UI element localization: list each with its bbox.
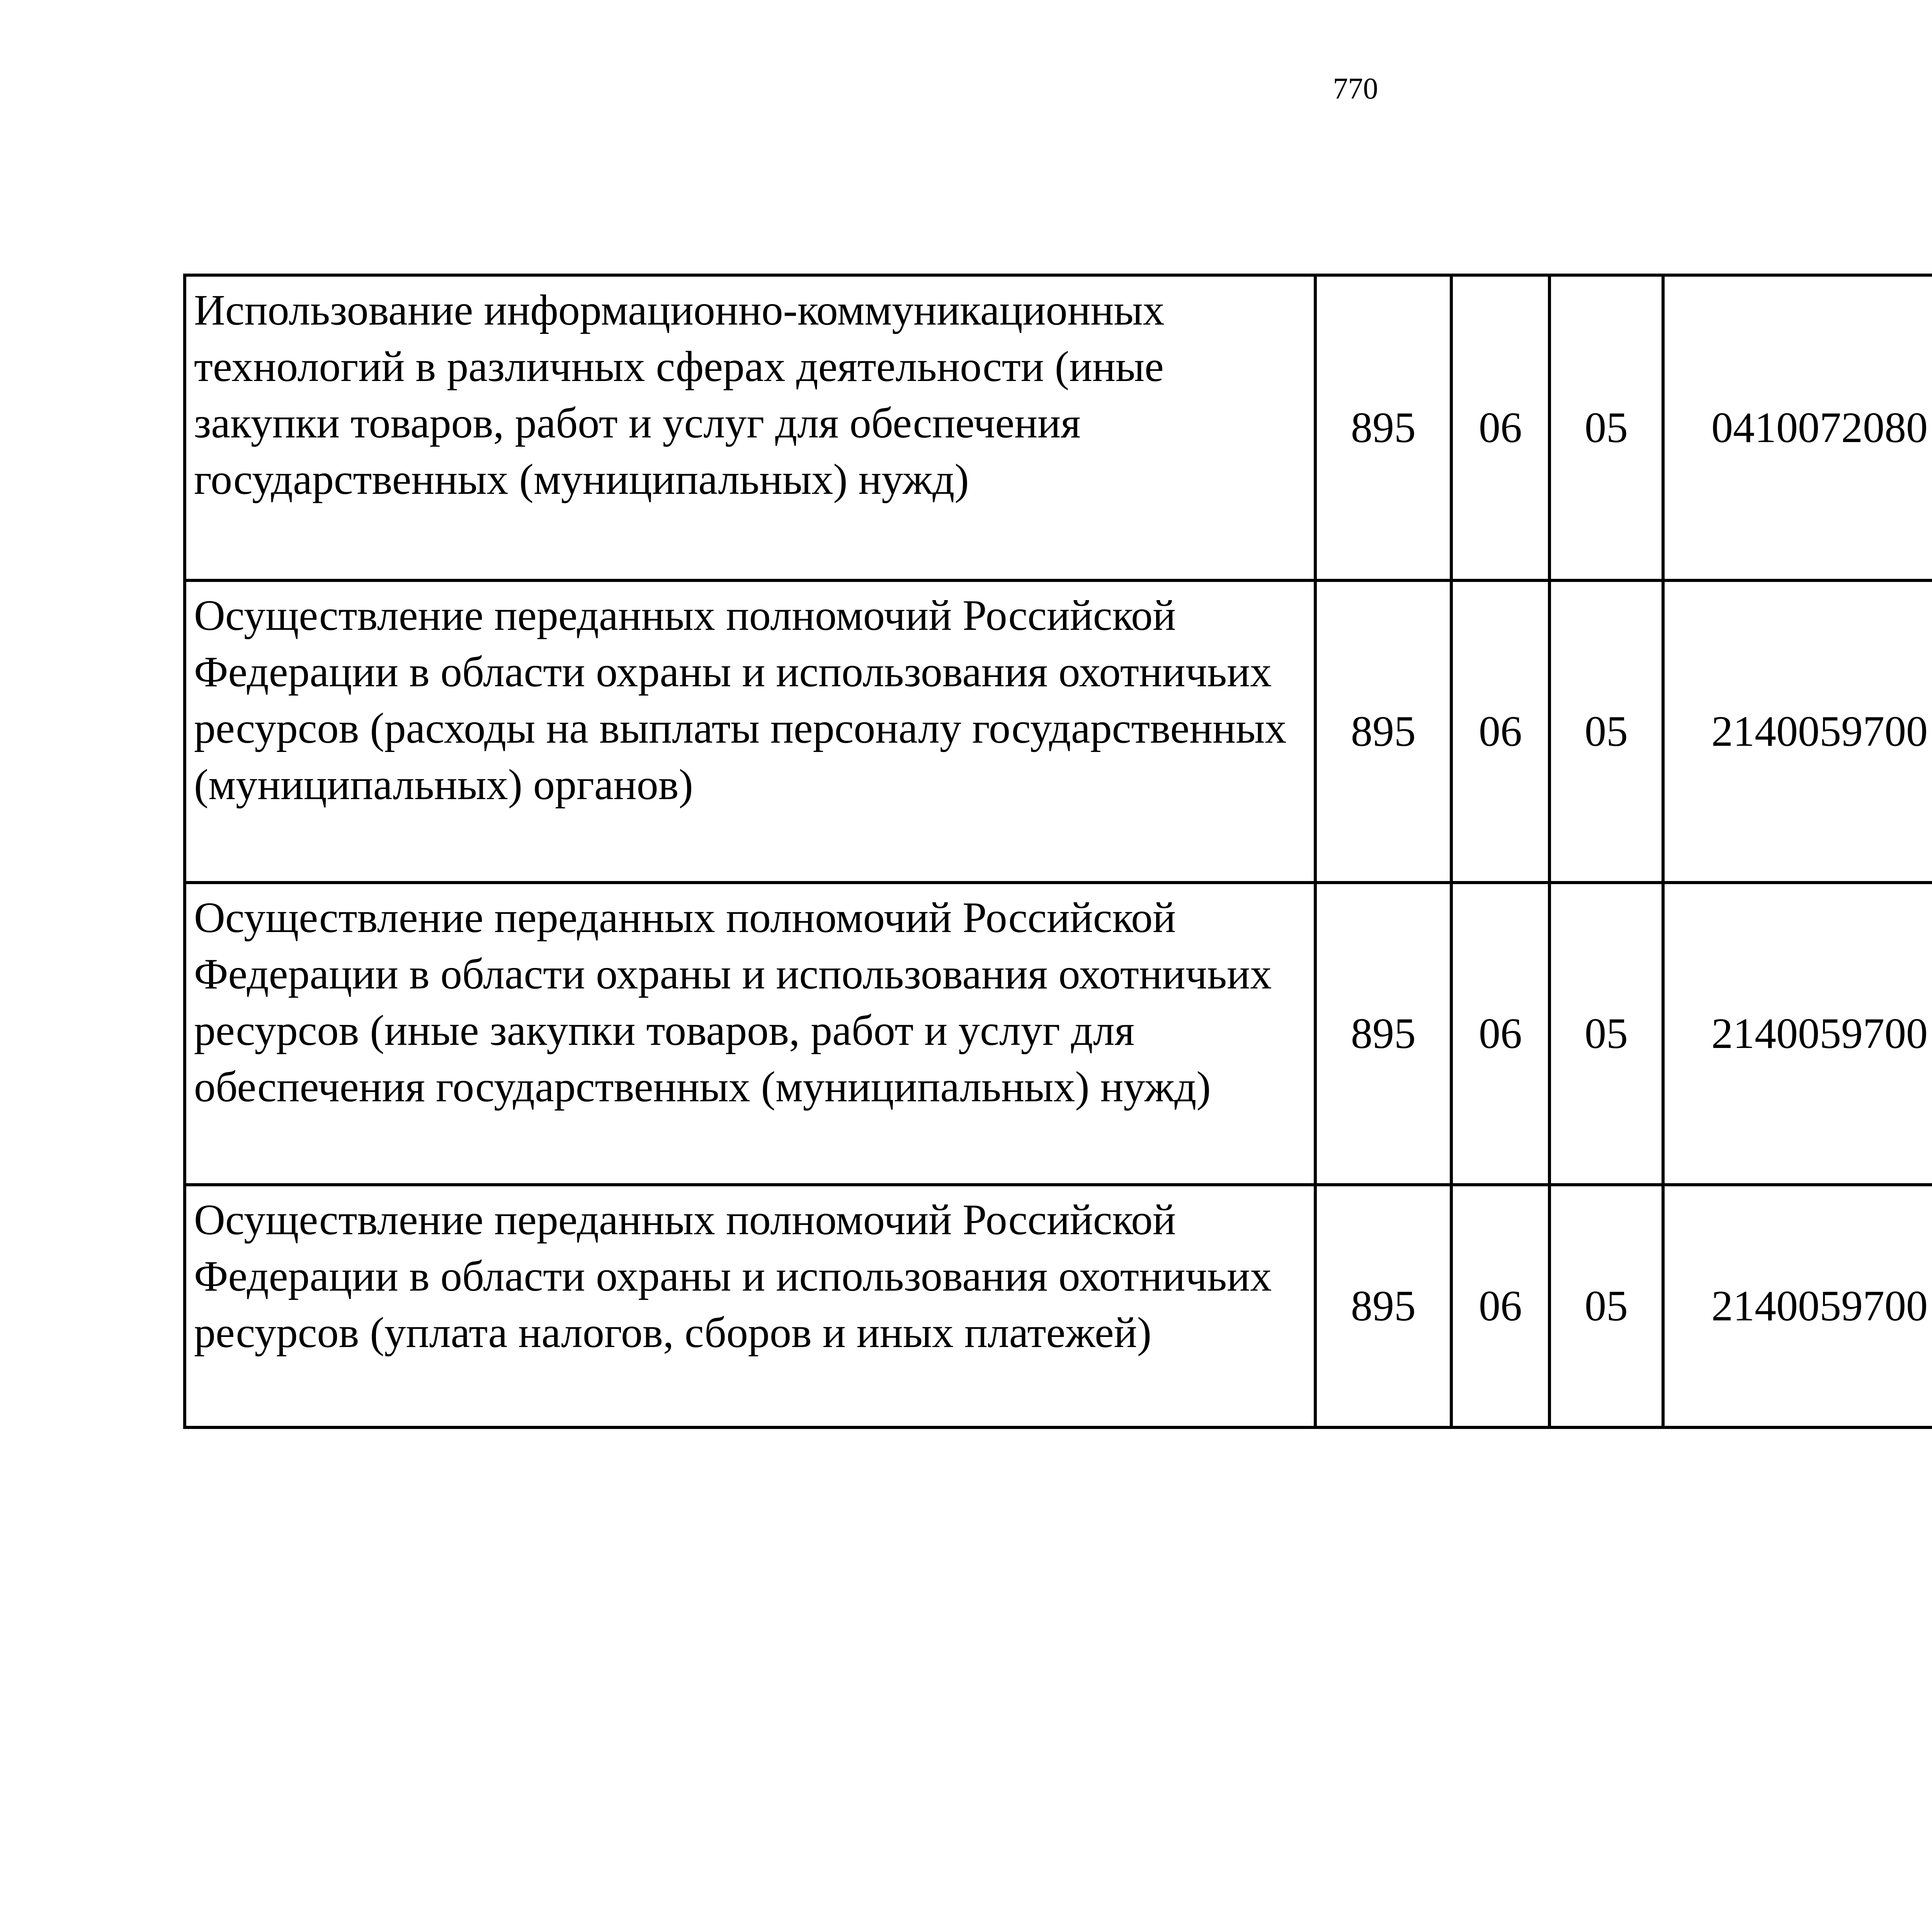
ministry-code: 895	[1315, 1185, 1451, 1427]
subsection-code: 05	[1549, 1185, 1663, 1427]
section-code: 06	[1451, 1185, 1549, 1427]
ministry-code: 895	[1315, 275, 1451, 580]
section-code: 06	[1451, 275, 1549, 580]
subsection-code: 05	[1549, 275, 1663, 580]
subsection-code: 05	[1549, 580, 1663, 883]
page-number: 770	[1333, 71, 1378, 105]
section-code: 06	[1451, 580, 1549, 883]
target-article-code: 0410072080	[1663, 275, 1932, 580]
section-code: 06	[1451, 883, 1549, 1185]
budget-table	[183, 274, 1932, 1429]
target-article-code: 2140059700	[1663, 883, 1932, 1185]
target-article-code: 2140059700	[1663, 1185, 1932, 1427]
target-article-code: 2140059700	[1663, 580, 1932, 883]
ministry-code: 895	[1315, 883, 1451, 1185]
table-row	[185, 883, 1932, 1185]
table-row	[185, 580, 1932, 883]
expense-description: Использование информационно-коммуникационных технологий в различных сферах деятельности (иные закупки товаров, работ и услуг для обеспечения государственных (муниципальных) нужд)	[185, 275, 1315, 580]
expense-description: Осуществление переданных полномочий Российской Федерации в области охраны и использования охотничьих ресурсов (уплата налогов, сборов и иных платежей)	[185, 1185, 1315, 1427]
subsection-code: 05	[1549, 883, 1663, 1185]
expense-description: Осуществление переданных полномочий Российской Федерации в области охраны и использования охотничьих ресурсов (расходы на выплаты персоналу государственных (муниципальных) органов)	[185, 580, 1315, 883]
expense-description: Осуществление переданных полномочий Российской Федерации в области охраны и использования охотничьих ресурсов (иные закупки товаров, работ и услуг для обеспечения государственных (муниципальных) нужд)	[185, 883, 1315, 1185]
table-row	[185, 1185, 1932, 1427]
table-row	[185, 275, 1932, 580]
ministry-code: 895	[1315, 580, 1451, 883]
